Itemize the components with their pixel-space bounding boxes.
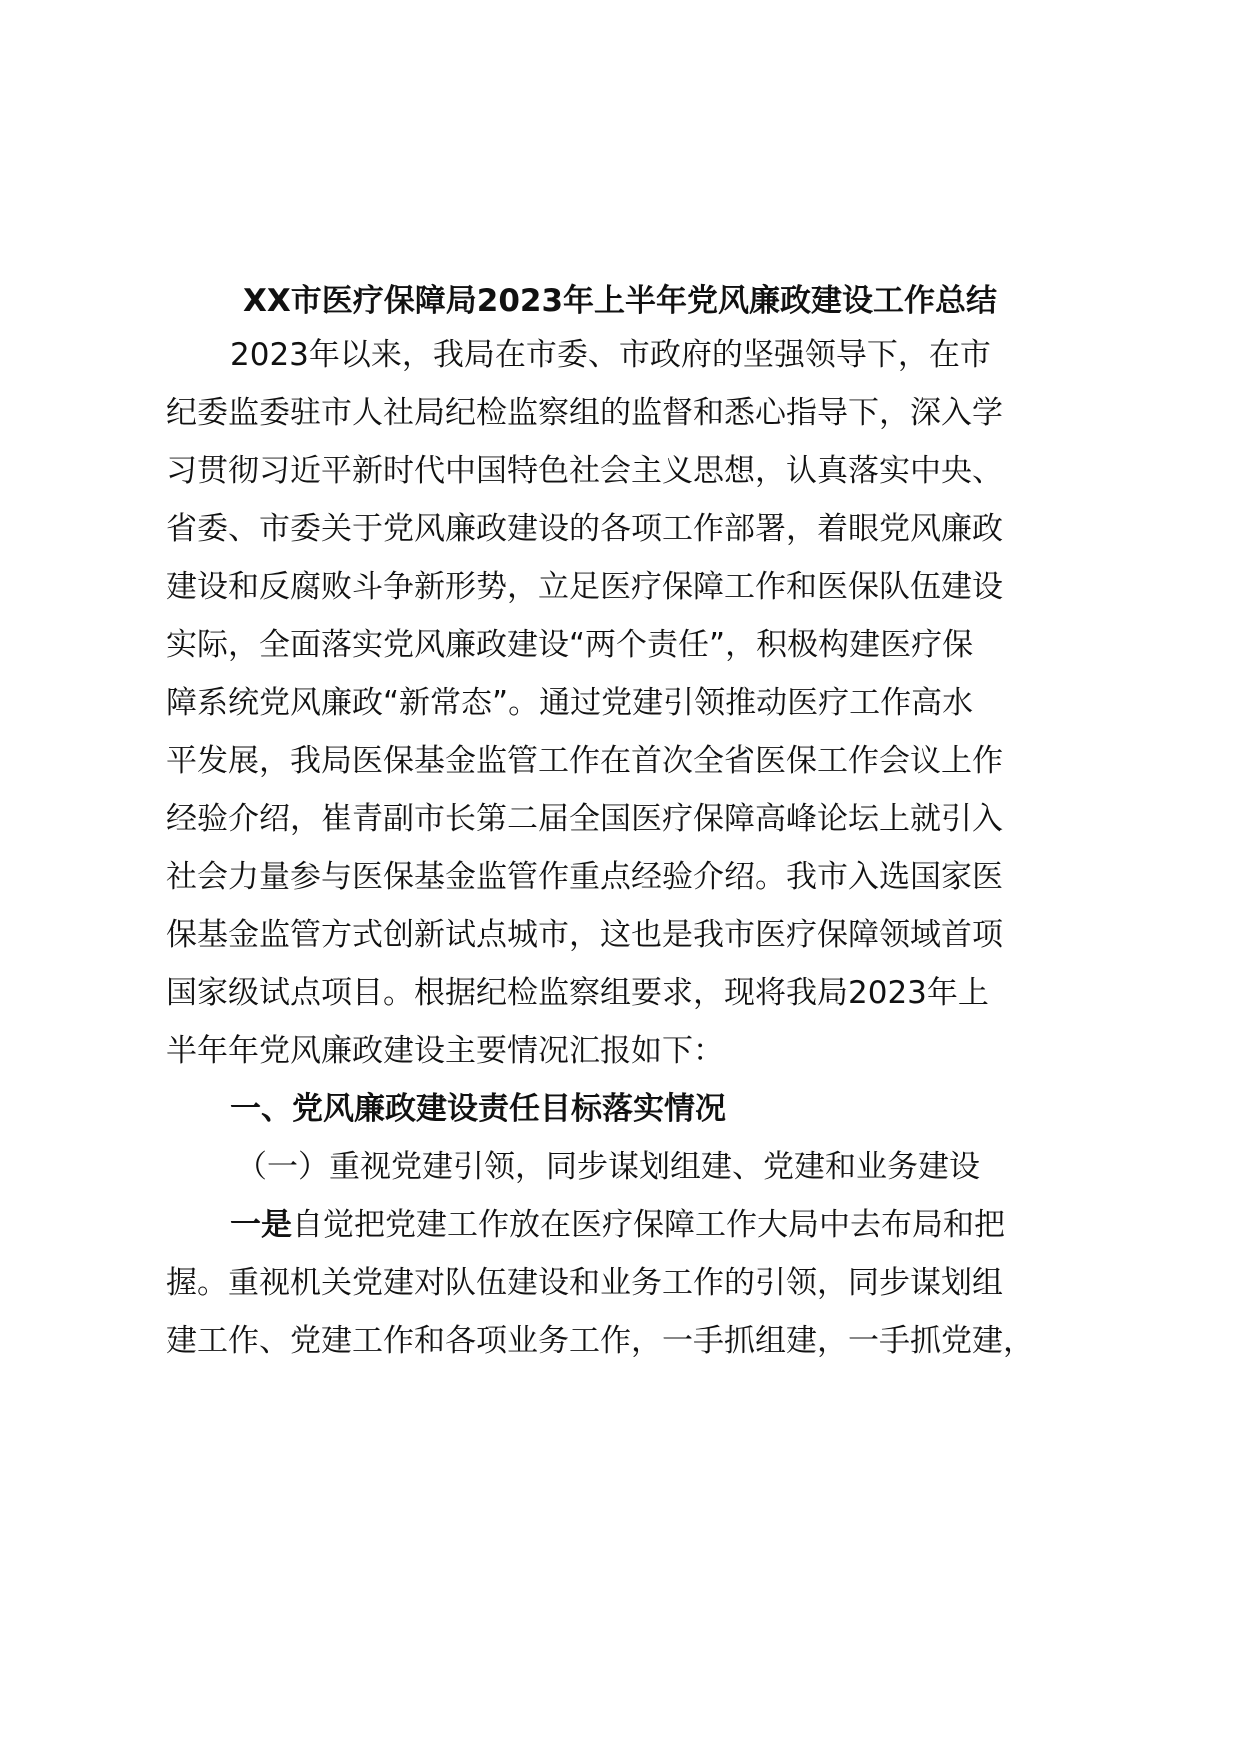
subsection-heading: （一）重视党建引领，同步谋划组建、党建和业务建设 [236,1149,980,1185]
intro-line: 半年年党风廉政建设主要情况汇报如下： [166,1033,724,1069]
document-title: XX市医疗保障局2023年上半年党风廉政建设工作总结 [242,283,998,319]
intro-line: 经验介绍，崔青副市长第二届全国医疗保障高峰论坛上就引入 [166,801,1003,837]
intro-line: 国家级试点项目。根据纪检监察组要求，现将我局2023年上 [166,975,989,1011]
intro-line: 保基金监管方式创新试点城市，这也是我市医疗保障领域首项 [166,917,1003,953]
point-text: 自觉把党建工作放在医疗保障工作大局中去布局和把 [292,1207,1005,1243]
intro-line: 纪委监委驻市人社局纪检监察组的监督和悉心指导下，深入学 [166,395,1003,431]
point-first-line [230,1200,1005,1250]
point-label: 一是 [230,1207,292,1243]
intro-line: 2023年以来，我局在市委、市政府的坚强领导下，在市 [230,337,991,373]
intro-line: 建设和反腐败斗争新形势，立足医疗保障工作和医保队伍建设 [166,569,1003,605]
intro-line: 障系统党风廉政“新常态”。通过党建引领推动医疗工作高水 [166,685,974,721]
point-line: 建工作、党建工作和各项业务工作，一手抓组建，一手抓党建， [166,1323,1034,1359]
intro-line: 实际，全面落实党风廉政建设“两个责任”，积极构建医疗保 [166,627,974,663]
intro-line: 习贯彻习近平新时代中国特色社会主义思想，认真落实中央、 [166,453,1003,489]
intro-line: 省委、市委关于党风廉政建设的各项工作部署，着眼党风廉政 [166,511,1003,547]
intro-line: 平发展，我局医保基金监管工作在首次全省医保工作会议上作 [166,743,1003,779]
point-line: 握。重视机关党建对队伍建设和业务工作的引领，同步谋划组 [166,1265,1003,1301]
section-heading: 一、党风廉政建设责任目标落实情况 [230,1091,726,1127]
intro-line: 社会力量参与医保基金监管作重点经验介绍。我市入选国家医 [166,859,1003,895]
